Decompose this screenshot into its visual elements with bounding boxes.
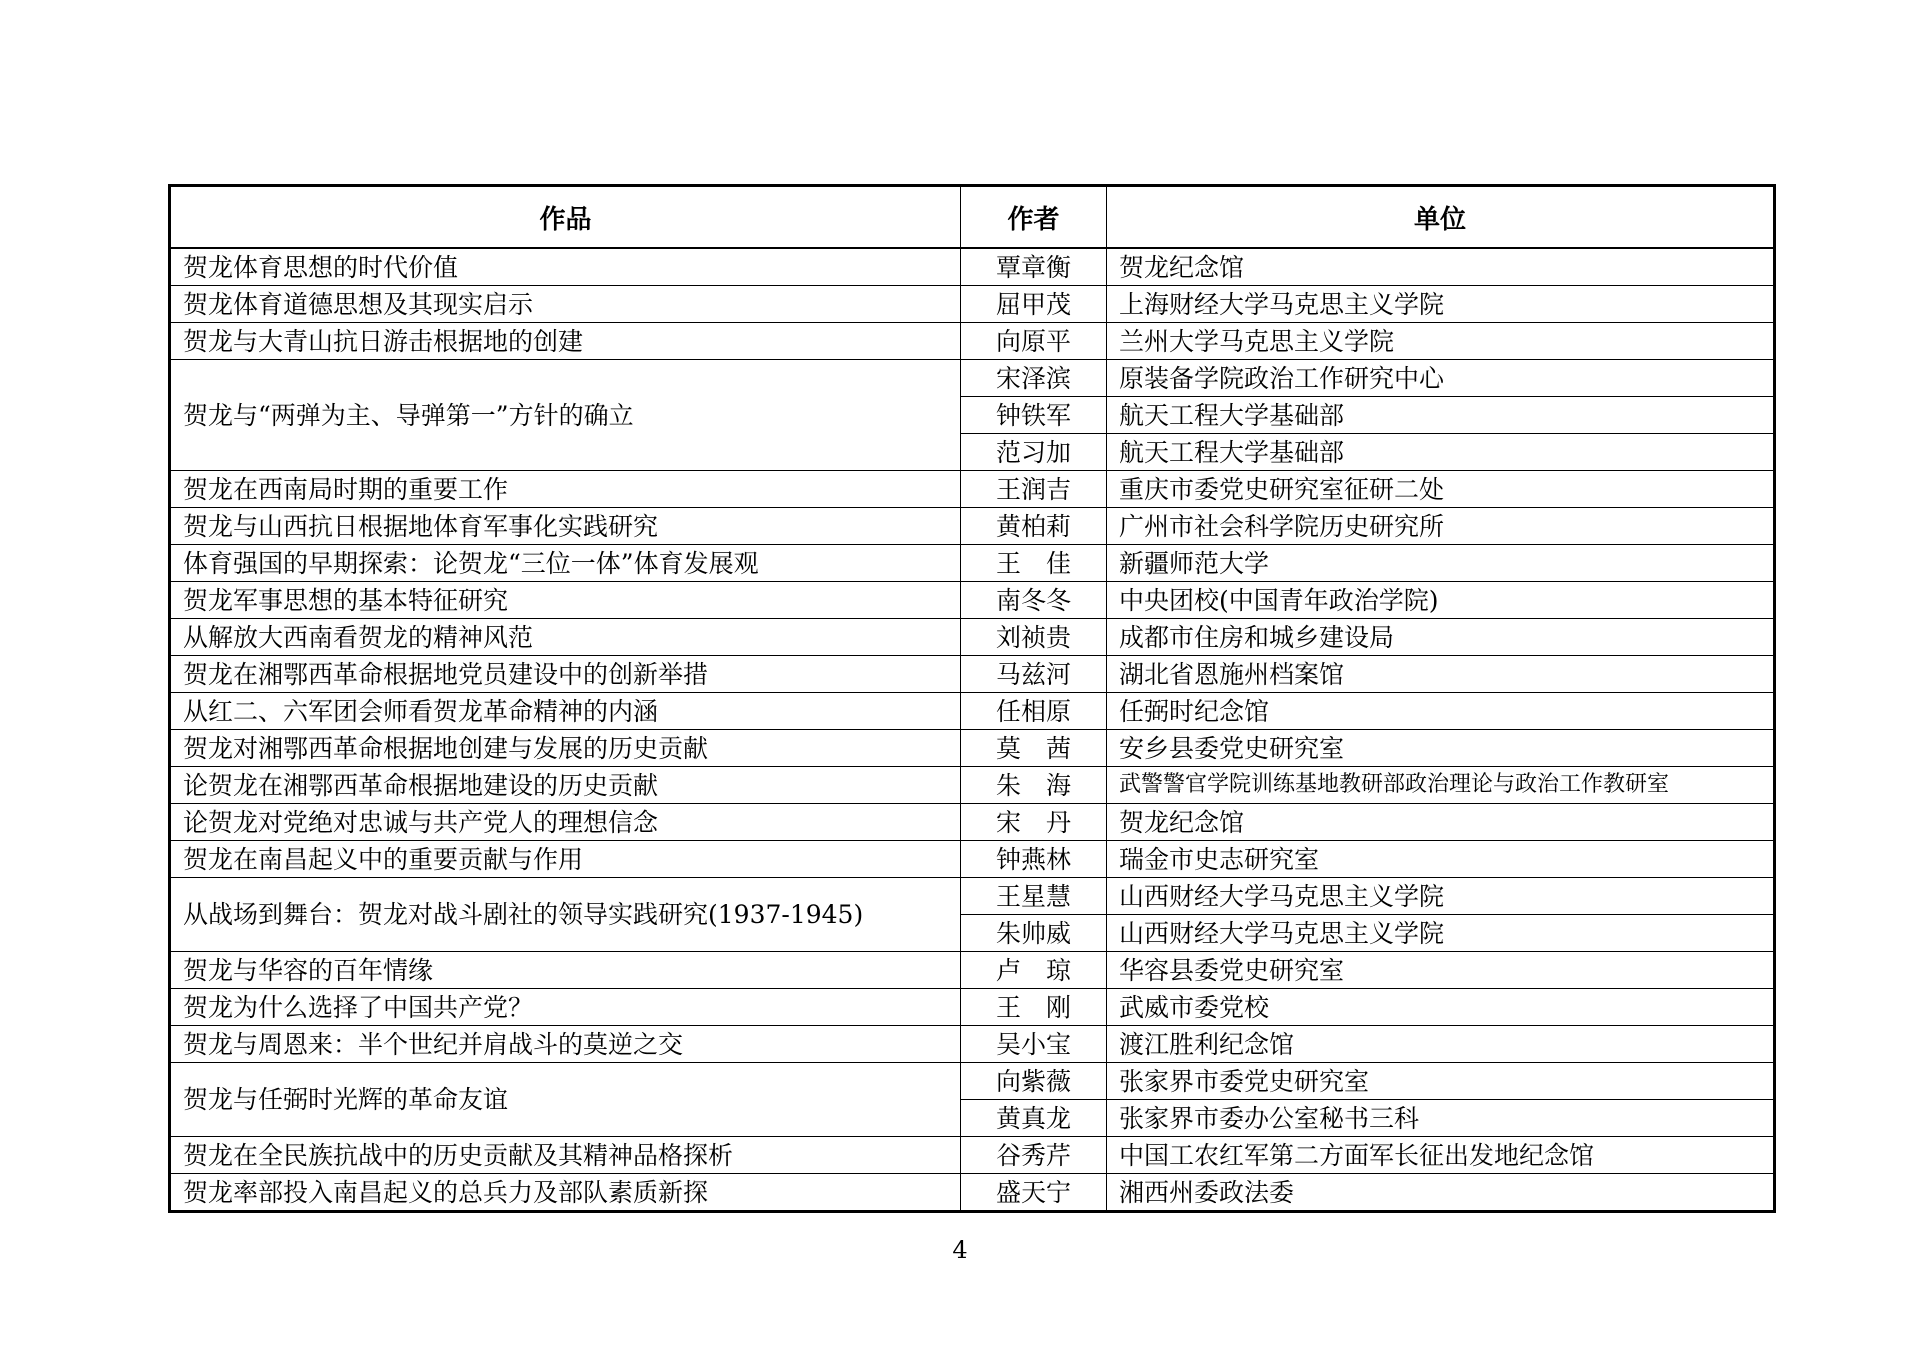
author-cell: 范习加 <box>961 434 1107 471</box>
author-cell: 钟铁军 <box>961 397 1107 434</box>
unit-cell: 贺龙纪念馆 <box>1107 248 1775 286</box>
unit-cell: 上海财经大学马克思主义学院 <box>1107 286 1775 323</box>
unit-cell: 湖北省恩施州档案馆 <box>1107 656 1775 693</box>
unit-cell: 兰州大学马克思主义学院 <box>1107 323 1775 360</box>
table-row <box>170 545 1775 582</box>
table-row <box>170 656 1775 693</box>
unit-cell: 中央团校(中国青年政治学院) <box>1107 582 1775 619</box>
table-row <box>170 508 1775 545</box>
table-row <box>170 1174 1775 1212</box>
work-title-cell: 贺龙在全民族抗战中的历史贡献及其精神品格探析 <box>170 1137 961 1174</box>
page-number: 4 <box>952 1236 968 1264</box>
table-row <box>170 767 1775 804</box>
unit-cell: 湘西州委政法委 <box>1107 1174 1775 1212</box>
table-row <box>170 619 1775 656</box>
unit-cell: 山西财经大学马克思主义学院 <box>1107 878 1775 915</box>
table-row <box>170 730 1775 767</box>
table-row <box>170 582 1775 619</box>
author-cell: 吴小宝 <box>961 1026 1107 1063</box>
work-title-cell: 贺龙在西南局时期的重要工作 <box>170 471 961 508</box>
author-cell: 向原平 <box>961 323 1107 360</box>
author-cell: 黄真龙 <box>961 1100 1107 1137</box>
work-title-cell: 贺龙与周恩来：半个世纪并肩战斗的莫逆之交 <box>170 1026 961 1063</box>
unit-cell: 重庆市委党史研究室征研二处 <box>1107 471 1775 508</box>
work-title-cell: 贺龙军事思想的基本特征研究 <box>170 582 961 619</box>
table-row <box>170 1137 1775 1174</box>
table-row <box>170 1026 1775 1063</box>
table-row <box>170 693 1775 730</box>
author-cell: 刘祯贵 <box>961 619 1107 656</box>
unit-cell: 中国工农红军第二方面军长征出发地纪念馆 <box>1107 1137 1775 1174</box>
unit-cell: 武警警官学院训练基地教研部政治理论与政治工作教研室 <box>1107 767 1775 804</box>
author-cell: 王星慧 <box>961 878 1107 915</box>
header-row <box>170 186 1775 249</box>
work-title-cell: 贺龙与大青山抗日游击根据地的创建 <box>170 323 961 360</box>
table-row <box>170 804 1775 841</box>
author-cell: 宋 丹 <box>961 804 1107 841</box>
author-cell: 钟燕林 <box>961 841 1107 878</box>
work-title-cell: 贺龙为什么选择了中国共产党？ <box>170 989 961 1026</box>
unit-cell: 贺龙纪念馆 <box>1107 804 1775 841</box>
table-row <box>170 360 1775 397</box>
work-title-cell: 贺龙与任弼时光辉的革命友谊 <box>170 1063 961 1137</box>
author-cell: 莫 茜 <box>961 730 1107 767</box>
work-title-cell: 论贺龙在湘鄂西革命根据地建设的历史贡献 <box>170 767 961 804</box>
unit-cell: 武威市委党校 <box>1107 989 1775 1026</box>
author-cell: 宋泽滨 <box>961 360 1107 397</box>
work-title-cell: 贺龙与华容的百年情缘 <box>170 952 961 989</box>
works-table <box>168 184 1776 1213</box>
work-title-cell: 论贺龙对党绝对忠诚与共产党人的理想信念 <box>170 804 961 841</box>
unit-cell: 航天工程大学基础部 <box>1107 397 1775 434</box>
unit-cell: 张家界市委党史研究室 <box>1107 1063 1775 1100</box>
unit-cell: 航天工程大学基础部 <box>1107 434 1775 471</box>
author-cell: 覃章衡 <box>961 248 1107 286</box>
work-title-cell: 贺龙率部投入南昌起义的总兵力及部队素质新探 <box>170 1174 961 1212</box>
unit-cell: 成都市住房和城乡建设局 <box>1107 619 1775 656</box>
work-title-cell: 贺龙与“两弹为主、导弹第一”方针的确立 <box>170 360 961 471</box>
unit-cell: 渡江胜利纪念馆 <box>1107 1026 1775 1063</box>
author-cell: 向紫薇 <box>961 1063 1107 1100</box>
unit-cell: 张家界市委办公室秘书三科 <box>1107 1100 1775 1137</box>
author-cell: 朱帅威 <box>961 915 1107 952</box>
work-title-cell: 从红二、六军团会师看贺龙革命精神的内涵 <box>170 693 961 730</box>
author-cell: 马兹河 <box>961 656 1107 693</box>
author-cell: 盛天宁 <box>961 1174 1107 1212</box>
unit-cell: 广州市社会科学院历史研究所 <box>1107 508 1775 545</box>
table-row <box>170 989 1775 1026</box>
table-row <box>170 471 1775 508</box>
work-title-cell: 体育强国的早期探索：论贺龙“三位一体”体育发展观 <box>170 545 961 582</box>
unit-cell: 山西财经大学马克思主义学院 <box>1107 915 1775 952</box>
table-row <box>170 1063 1775 1100</box>
unit-cell: 新疆师范大学 <box>1107 545 1775 582</box>
author-cell: 王 佳 <box>961 545 1107 582</box>
author-cell: 南冬冬 <box>961 582 1107 619</box>
work-title-cell: 贺龙体育道德思想及其现实启示 <box>170 286 961 323</box>
work-title-cell: 从解放大西南看贺龙的精神风范 <box>170 619 961 656</box>
author-cell: 王 刚 <box>961 989 1107 1026</box>
table-body <box>170 248 1775 1212</box>
work-title-cell: 贺龙对湘鄂西革命根据地创建与发展的历史贡献 <box>170 730 961 767</box>
author-cell: 任相原 <box>961 693 1107 730</box>
author-cell: 谷秀芹 <box>961 1137 1107 1174</box>
work-title-cell: 从战场到舞台：贺龙对战斗剧社的领导实践研究(1937-1945) <box>170 878 961 952</box>
table-row <box>170 952 1775 989</box>
table-row <box>170 878 1775 915</box>
author-cell: 屈甲茂 <box>961 286 1107 323</box>
unit-cell: 安乡县委党史研究室 <box>1107 730 1775 767</box>
header-work: 作品 <box>170 186 961 249</box>
header-author: 作者 <box>961 186 1107 249</box>
unit-cell: 华容县委党史研究室 <box>1107 952 1775 989</box>
author-cell: 黄柏莉 <box>961 508 1107 545</box>
author-cell: 朱 海 <box>961 767 1107 804</box>
header-unit: 单位 <box>1107 186 1775 249</box>
table-row <box>170 323 1775 360</box>
author-cell: 卢 琼 <box>961 952 1107 989</box>
unit-cell: 原装备学院政治工作研究中心 <box>1107 360 1775 397</box>
table-row <box>170 286 1775 323</box>
table-row <box>170 841 1775 878</box>
table-row <box>170 248 1775 286</box>
unit-cell: 瑞金市史志研究室 <box>1107 841 1775 878</box>
author-cell: 王润吉 <box>961 471 1107 508</box>
work-title-cell: 贺龙在南昌起义中的重要贡献与作用 <box>170 841 961 878</box>
work-title-cell: 贺龙与山西抗日根据地体育军事化实践研究 <box>170 508 961 545</box>
work-title-cell: 贺龙在湘鄂西革命根据地党员建设中的创新举措 <box>170 656 961 693</box>
unit-cell: 任弼时纪念馆 <box>1107 693 1775 730</box>
work-title-cell: 贺龙体育思想的时代价值 <box>170 248 961 286</box>
